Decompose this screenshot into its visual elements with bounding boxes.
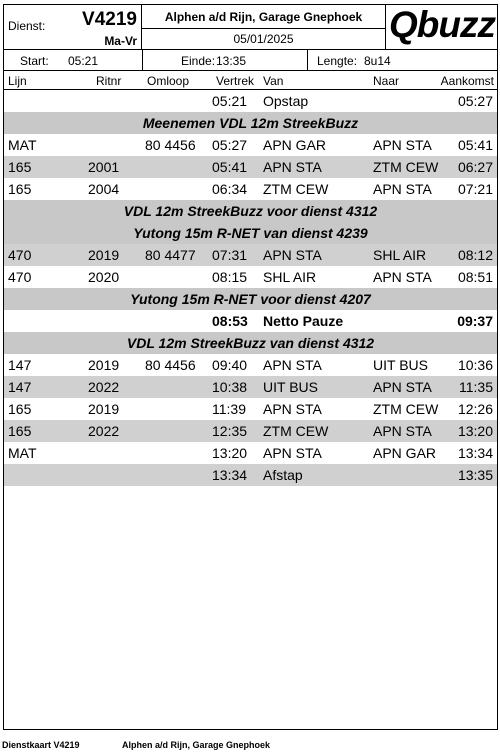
dienstkaart-sheet (3, 4, 498, 730)
cell-aankomst: 09:37 (457, 313, 493, 329)
section-header (4, 332, 497, 354)
cell-aankomst: 05:41 (457, 137, 493, 153)
lengte-cell (308, 50, 497, 70)
location-block (142, 5, 386, 50)
cell-lijn: 147 (8, 357, 32, 373)
cell-vertrek: 11:39 (212, 401, 246, 417)
dienst-number: V4219 (82, 9, 137, 30)
cell-vertrek: 05:41 (212, 159, 248, 175)
shift-times-row (4, 50, 497, 71)
cell-omloop: 80 4477 (145, 247, 196, 263)
cell-vertrek: 09:40 (212, 357, 248, 373)
cell-van: UIT BUS (263, 379, 318, 395)
cell-vertrek: 08:15 (212, 269, 248, 285)
cell-lijn: 165 (8, 401, 32, 417)
cell-aankomst: 11:35 (459, 379, 493, 395)
cell-naar: APN STA (373, 181, 432, 197)
cell-naar: ZTM CEW (373, 401, 439, 417)
cell-omloop: 80 4456 (145, 357, 196, 373)
lengte-label: Lengte: (317, 54, 358, 68)
qbuzz-logo: Qbuzz (389, 4, 495, 45)
cell-naar: SHL AIR (373, 247, 427, 263)
cell-naar: APN STA (373, 379, 432, 395)
cell-aankomst: 13:35 (457, 467, 493, 483)
einde-cell (143, 50, 308, 70)
cell-lijn: 470 (8, 269, 32, 285)
footer-title: Dienstkaart V4219 (2, 740, 80, 750)
cell-naar: APN STA (373, 137, 432, 153)
start-label: Start: (20, 54, 49, 68)
cell-ritnr: 2022 (88, 379, 120, 395)
cell-aankomst: 13:20 (457, 423, 493, 439)
cell-aankomst: 08:51 (457, 269, 493, 285)
col-omloop: Omloop (147, 74, 190, 88)
cell-lijn: 147 (8, 379, 32, 395)
cell-van: SHL AIR (263, 269, 317, 285)
cell-naar: UIT BUS (373, 357, 428, 373)
start-time: 05:21 (68, 54, 99, 68)
cell-vertrek: 08:53 (212, 313, 248, 329)
trip-row (4, 90, 497, 112)
trip-row (4, 354, 497, 376)
cell-van: Afstap (263, 467, 303, 483)
cell-vertrek: 10:38 (212, 379, 248, 395)
cell-vertrek: 06:34 (212, 181, 248, 197)
cell-aankomst: 10:36 (457, 357, 493, 373)
cell-aankomst: 07:21 (457, 181, 493, 197)
cell-aankomst: 08:12 (457, 247, 493, 263)
cell-van: APN STA (263, 247, 322, 263)
einde-time: 13:35 (216, 54, 247, 68)
cell-lijn: MAT (8, 445, 37, 461)
garage-location: Alphen a/d Rijn, Garage Gnephoek (142, 5, 385, 29)
trip-row (4, 420, 497, 442)
trip-row (4, 398, 497, 420)
cell-lijn: 165 (8, 423, 32, 439)
trip-row (4, 266, 497, 288)
section-header (4, 288, 497, 310)
trip-row (4, 464, 497, 486)
col-lijn: Lijn (8, 74, 27, 88)
cell-naar: APN GAR (373, 445, 437, 461)
cell-vertrek: 05:21 (212, 93, 248, 109)
cell-van: Netto Pauze (263, 313, 344, 329)
cell-van: APN STA (263, 357, 322, 373)
lengte-value: 8u14 (364, 54, 391, 68)
trip-table (4, 90, 497, 486)
cell-vertrek: 12:35 (212, 423, 248, 439)
cell-aankomst: 12:26 (457, 401, 493, 417)
cell-aankomst: 13:34 (457, 445, 493, 461)
cell-ritnr: 2020 (88, 269, 120, 285)
service-days: Ma-Vr (104, 34, 137, 48)
trip-row (4, 376, 497, 398)
einde-label: Einde: (181, 54, 216, 68)
cell-ritnr: 2001 (88, 159, 120, 175)
cell-van: ZTM CEW (263, 423, 329, 439)
cell-ritnr: 2019 (88, 357, 120, 373)
cell-omloop: 80 4456 (145, 137, 196, 153)
trip-row (4, 134, 497, 156)
cell-vertrek: 07:31 (212, 247, 248, 263)
pause-row (4, 310, 497, 332)
cell-ritnr: 2022 (88, 423, 120, 439)
cell-van: Opstap (263, 93, 309, 109)
section-title: Meenemen VDL 12m StreekBuzz (142, 115, 359, 131)
cell-vertrek: 13:34 (212, 467, 248, 483)
col-ritnr: Ritnr (96, 74, 122, 88)
cell-van: APN GAR (263, 137, 327, 153)
cell-lijn: 165 (8, 181, 32, 197)
section-title: Yutong 15m R-NET van dienst 4239 (133, 225, 368, 241)
section-title: VDL 12m StreekBuzz voor dienst 4312 (123, 203, 378, 219)
section-header (4, 200, 497, 222)
cell-ritnr: 2019 (88, 401, 120, 417)
cell-lijn: MAT (8, 137, 37, 153)
trip-row (4, 442, 497, 464)
cell-naar: APN STA (373, 423, 432, 439)
footer-location: Alphen a/d Rijn, Garage Gnephoek (122, 740, 271, 750)
section-header (4, 112, 497, 134)
cell-lijn: 470 (8, 247, 32, 263)
header (4, 5, 497, 50)
section-title: VDL 12m StreekBuzz van dienst 4312 (126, 335, 375, 351)
trip-row (4, 244, 497, 266)
cell-van: ZTM CEW (263, 181, 329, 197)
cell-lijn: 165 (8, 159, 32, 175)
trip-row (4, 156, 497, 178)
cell-ritnr: 2004 (88, 181, 120, 197)
cell-ritnr: 2019 (88, 247, 120, 263)
date: 05/01/2025 (233, 32, 294, 46)
cell-vertrek: 05:27 (212, 137, 248, 153)
start-cell (4, 50, 143, 70)
cell-van: APN STA (263, 401, 322, 417)
dienst-block (4, 5, 142, 50)
col-aankomst: Aankomst (440, 74, 494, 88)
cell-vertrek: 13:20 (212, 445, 248, 461)
col-naar: Naar (373, 74, 400, 88)
section-header (4, 222, 497, 244)
logo-block (386, 5, 497, 50)
trip-row (4, 178, 497, 200)
cell-aankomst: 05:27 (457, 93, 493, 109)
col-vertrek: Vertrek (216, 74, 255, 88)
cell-van: APN STA (263, 445, 322, 461)
cell-naar: APN STA (373, 269, 432, 285)
dienst-label: Dienst: (8, 19, 46, 33)
section-title: Yutong 15m R-NET voor dienst 4207 (130, 291, 371, 307)
cell-aankomst: 06:27 (457, 159, 493, 175)
column-header (4, 71, 497, 90)
cell-van: APN STA (263, 159, 322, 175)
col-van: Van (263, 74, 284, 88)
cell-naar: ZTM CEW (373, 159, 439, 175)
